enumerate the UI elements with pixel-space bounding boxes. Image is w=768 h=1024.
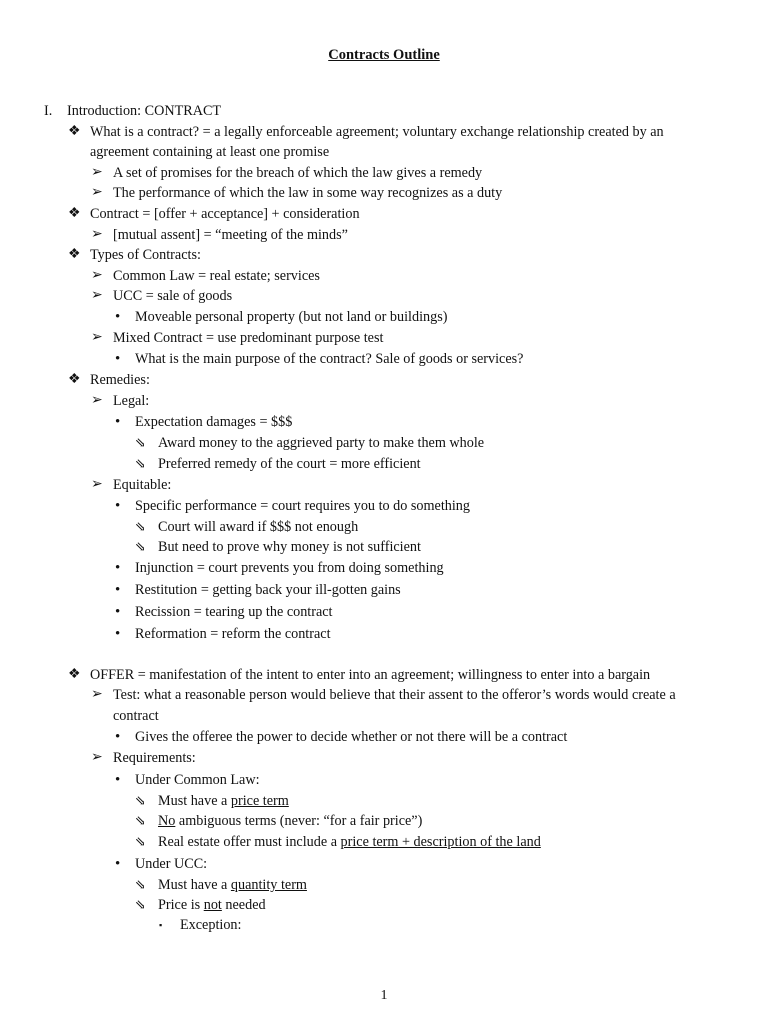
diamond-bullet-icon: ❖ [68, 667, 81, 682]
text-segment: Must have a [158, 877, 231, 893]
text-segment: What is a contract? = a legally enforceable agreement; voluntary exchange relationship created by an [90, 124, 664, 140]
arrowhead-bullet-icon: ➢ [91, 227, 103, 242]
underlined-term: quantity term [230, 877, 307, 893]
round-bullet-icon: • [115, 582, 121, 598]
outline-text [135, 602, 333, 622]
arrowhead-bullet-icon: ➢ [91, 268, 103, 283]
arrowhead-bullet-icon: ➢ [91, 185, 103, 200]
outline-line [0, 183, 738, 203]
text-segment: Injunction = court prevents you from doing something [135, 560, 444, 576]
hook-arrow-bullet-icon: ⇘ [135, 793, 146, 808]
text-segment: Equitable: [113, 477, 172, 493]
text-segment: Under UCC: [135, 856, 208, 872]
outline-text [67, 101, 221, 121]
outline-line [0, 770, 738, 790]
text-segment: Under Common Law: [135, 772, 260, 788]
text-segment: UCC = sale of goods [113, 288, 233, 304]
outline-text [135, 727, 567, 747]
outline-line [0, 537, 738, 557]
text-segment: A set of promises for the breach of which the law gives a remedy [113, 165, 483, 181]
outline-line [0, 142, 738, 162]
outline-line [0, 433, 738, 453]
outline-text [113, 748, 196, 768]
document-title: Contracts Outline [328, 47, 440, 63]
outline-line [0, 727, 738, 747]
underlined-term: No [158, 813, 176, 829]
text-segment: Real estate offer must include a [158, 834, 341, 850]
outline-line [0, 624, 738, 644]
text-segment: Introduction: CONTRACT [67, 103, 222, 119]
outline-line [0, 245, 738, 265]
outline-text [135, 558, 444, 578]
arrowhead-bullet-icon: ➢ [91, 750, 103, 765]
outline-text [135, 307, 447, 327]
text-segment: Types of Contracts: [90, 247, 201, 263]
outline-line [0, 832, 738, 852]
hook-arrow-bullet-icon: ⇘ [135, 897, 146, 912]
underlined-term: price term [230, 793, 289, 809]
hook-arrow-bullet-icon: ⇘ [135, 456, 146, 471]
outline-line [0, 875, 738, 895]
outline-text [113, 266, 320, 286]
outline-text [113, 286, 232, 306]
outline-text [158, 791, 289, 811]
text-segment: ambiguous terms (never: “for a fair price”) [175, 813, 423, 829]
outline-text [158, 811, 422, 831]
round-bullet-icon: • [115, 856, 121, 872]
outline-text [158, 875, 307, 895]
outline-line [0, 391, 738, 411]
text-segment: Expectation damages = $$$ [135, 414, 293, 430]
outline-text [135, 854, 207, 874]
text-segment: [mutual assent] = “meeting of the minds” [113, 227, 348, 243]
outline-line [0, 370, 738, 390]
outline-text [90, 142, 329, 162]
diamond-bullet-icon: ❖ [68, 124, 81, 139]
outline-text [113, 685, 676, 705]
outline-line [0, 412, 738, 432]
text-segment: Restitution = getting back your ill-gotten gains [135, 582, 401, 598]
outline-text [113, 183, 502, 203]
hook-arrow-bullet-icon: ⇘ [135, 519, 146, 534]
arrowhead-bullet-icon: ➢ [91, 288, 103, 303]
text-segment: Mixed Contract = use predominant purpose test [113, 330, 384, 346]
outline-text [135, 770, 260, 790]
outline-text [90, 122, 664, 142]
outline-text [90, 665, 650, 685]
roman-numeral-marker: I. [44, 103, 53, 119]
hook-arrow-bullet-icon: ⇘ [135, 877, 146, 892]
text-segment: OFFER = manifestation of the intent to enter into an agreement; willingness to enter into a bargain [90, 667, 651, 683]
round-bullet-icon: • [115, 309, 121, 325]
round-bullet-icon: • [115, 729, 121, 745]
arrowhead-bullet-icon: ➢ [91, 165, 103, 180]
text-segment: Legal: [113, 393, 150, 409]
text-segment: Common Law = real estate; services [113, 268, 320, 284]
outline-line [0, 225, 738, 245]
square-bullet-icon: ▪ [159, 920, 163, 930]
text-segment: Contract = [offer + acceptance] + consideration [90, 206, 360, 222]
outline-line [0, 349, 738, 369]
round-bullet-icon: • [115, 604, 121, 620]
outline-text [158, 433, 484, 453]
round-bullet-icon: • [115, 414, 121, 430]
hook-arrow-bullet-icon: ⇘ [135, 813, 146, 828]
outline-text [113, 225, 348, 245]
outline-text [113, 706, 159, 726]
outline-line [0, 791, 738, 811]
outline-line [0, 475, 738, 495]
outline-line [0, 685, 738, 705]
arrowhead-bullet-icon: ➢ [91, 330, 103, 345]
hook-arrow-bullet-icon: ⇘ [135, 539, 146, 554]
text-segment: But need to prove why money is not sufficient [158, 539, 421, 555]
outline-text [90, 370, 150, 390]
page-number: 1 [380, 988, 388, 1003]
diamond-bullet-icon: ❖ [68, 372, 81, 387]
underlined-term: not [203, 897, 222, 913]
outline-line [0, 307, 738, 327]
text-segment: Exception: [180, 917, 242, 933]
outline-text [113, 328, 383, 348]
text-segment: Test: what a reasonable person would believe that their assent to the offeror’s words would create a [113, 687, 676, 703]
text-segment: Reformation = reform the contract [135, 626, 331, 642]
outline-text [113, 163, 482, 183]
outline-text [135, 412, 292, 432]
text-segment: Must have a [158, 793, 231, 809]
outline-line [0, 748, 738, 768]
arrowhead-bullet-icon: ➢ [91, 687, 103, 702]
outline-line [0, 706, 738, 726]
text-segment: Price is [158, 897, 204, 913]
outline-line [0, 811, 738, 831]
text-segment: needed [221, 897, 266, 913]
round-bullet-icon: • [115, 560, 121, 576]
outline-line [0, 602, 738, 622]
outline-text [135, 349, 523, 369]
text-segment: What is the main purpose of the contract? Sale of goods or services? [135, 351, 524, 367]
diamond-bullet-icon: ❖ [68, 206, 81, 221]
outline-text [135, 580, 401, 600]
outline-line [0, 558, 738, 578]
outline-text [113, 475, 171, 495]
outline-line [0, 204, 738, 224]
text-segment: Preferred remedy of the court = more efficient [158, 456, 421, 472]
outline-line [0, 266, 738, 286]
text-segment: agreement containing at least one promise [90, 144, 330, 160]
underlined-term: price term + description of the land [340, 834, 541, 850]
outline-text [90, 245, 201, 265]
text-segment: contract [113, 708, 159, 724]
outline-text [158, 832, 541, 852]
outline-line [0, 854, 738, 874]
diamond-bullet-icon: ❖ [68, 247, 81, 262]
arrowhead-bullet-icon: ➢ [91, 477, 103, 492]
outline-line [0, 517, 738, 537]
outline-line [0, 122, 738, 142]
text-segment: Requirements: [113, 750, 196, 766]
outline-line [0, 454, 738, 474]
outline-line [0, 101, 738, 121]
round-bullet-icon: • [115, 351, 121, 367]
text-segment: Specific performance = court requires you to do something [135, 498, 470, 514]
outline-text [158, 517, 358, 537]
outline-line [0, 895, 738, 915]
outline-text [158, 537, 421, 557]
hook-arrow-bullet-icon: ⇘ [135, 435, 146, 450]
round-bullet-icon: • [115, 498, 121, 514]
text-segment: Gives the offeree the power to decide whether or not there will be a contract [135, 729, 568, 745]
outline-line [0, 665, 738, 685]
round-bullet-icon: • [115, 772, 121, 788]
arrowhead-bullet-icon: ➢ [91, 393, 103, 408]
outline-text [113, 391, 149, 411]
outline-text [135, 624, 331, 644]
outline-line [0, 496, 738, 516]
outline-line [0, 286, 738, 306]
text-segment: The performance of which the law in some way recognizes as a duty [113, 185, 503, 201]
outline-text [180, 915, 241, 935]
text-segment: Remedies: [90, 372, 150, 388]
outline-line [0, 580, 738, 600]
text-segment: Recission = tearing up the contract [135, 604, 333, 620]
outline-text [135, 496, 470, 516]
outline-text [158, 895, 266, 915]
hook-arrow-bullet-icon: ⇘ [135, 834, 146, 849]
outline-text [90, 204, 360, 224]
outline-line [0, 163, 738, 183]
text-segment: Court will award if $$$ not enough [158, 519, 359, 535]
round-bullet-icon: • [115, 626, 121, 642]
outline-text [158, 454, 421, 474]
text-segment: Moveable personal property (but not land or buildings) [135, 309, 448, 325]
text-segment: Award money to the aggrieved party to make them whole [158, 435, 485, 451]
outline-line [0, 328, 738, 348]
outline-line [0, 915, 738, 935]
